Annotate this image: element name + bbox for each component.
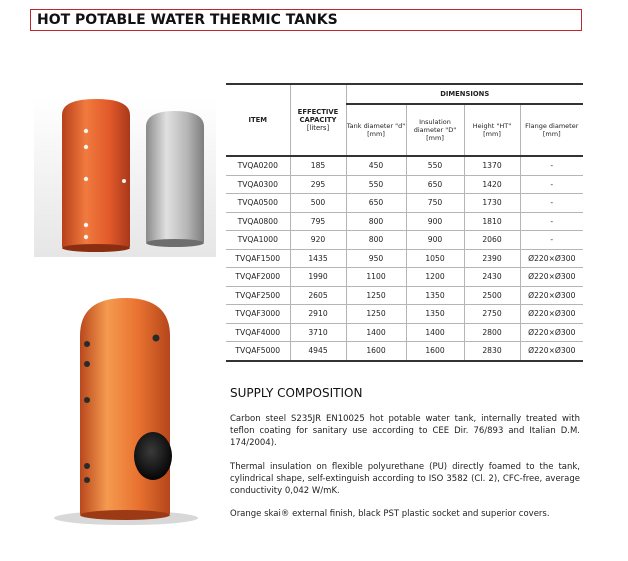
header-item: ITEM <box>226 84 290 156</box>
table-cell-item: TVQAF2500 <box>226 286 290 305</box>
table-cell-item: TVQAF2000 <box>226 268 290 287</box>
table-row <box>226 231 583 250</box>
table-cell-height: 1730 <box>464 194 520 213</box>
table-cell-capacity: 4945 <box>290 342 346 361</box>
table-cell-height: 2800 <box>464 323 520 342</box>
table-cell-tank-d: 550 <box>346 175 406 194</box>
table-cell-tank-d: 1400 <box>346 323 406 342</box>
table-cell-tank-d: 450 <box>346 156 406 175</box>
table-cell-flange: Ø220×Ø300 <box>520 342 583 361</box>
table-cell-item: TVQAF4000 <box>226 323 290 342</box>
table-cell-height: 1810 <box>464 212 520 231</box>
table-cell-item: TVQA0300 <box>226 175 290 194</box>
table-cell-tank-d: 950 <box>346 249 406 268</box>
table-row <box>226 194 583 213</box>
table-cell-item: TVQA0200 <box>226 156 290 175</box>
table-cell-capacity: 920 <box>290 231 346 250</box>
tank-flange-image <box>40 296 212 528</box>
supply-paragraph-1: Carbon steel S235JR EN10025 hot potable water tank, internally treated with teflon coating for sanitary use according to CEE Dir. 76/893 and Italian D.M. 174/2004). <box>230 414 580 448</box>
table-cell-flange: Ø220×Ø300 <box>520 249 583 268</box>
table-cell-item: TVQAF3000 <box>226 305 290 324</box>
table-cell-flange: - <box>520 212 583 231</box>
table-cell-height: 2500 <box>464 286 520 305</box>
orange-tank <box>62 99 130 252</box>
table-cell-ins-d: 1600 <box>406 342 464 361</box>
table-row <box>226 286 583 305</box>
table-cell-flange: Ø220×Ø300 <box>520 323 583 342</box>
supply-title: SUPPLY COMPOSITION <box>230 386 363 400</box>
table-row <box>226 156 583 175</box>
table-cell-capacity: 3710 <box>290 323 346 342</box>
table-cell-height: 1370 <box>464 156 520 175</box>
table-cell-tank-d: 650 <box>346 194 406 213</box>
supply-paragraph-2: Thermal insulation on flexible polyurethane (PU) directly foamed to the tank, cylindrical shape, self-extinguish according to ISO 3582 (Cl. 2), CFC-free, average conductivity 0,042 W/mK. <box>230 462 580 496</box>
table-cell-ins-d: 550 <box>406 156 464 175</box>
table-cell-flange: - <box>520 231 583 250</box>
flange-cover <box>134 432 172 480</box>
table-cell-item: TVQAF1500 <box>226 249 290 268</box>
table-cell-tank-d: 1100 <box>346 268 406 287</box>
table-cell-capacity: 795 <box>290 212 346 231</box>
table-cell-item: TVQA0500 <box>226 194 290 213</box>
table-cell-tank-d: 800 <box>346 212 406 231</box>
table-cell-capacity: 2605 <box>290 286 346 305</box>
supply-paragraph-3: Orange skai® external finish, black PST plastic socket and superior covers. <box>230 509 550 519</box>
table-cell-tank-d: 800 <box>346 231 406 250</box>
header-height: Height "HT" [mm] <box>464 104 520 156</box>
table-cell-height: 2060 <box>464 231 520 250</box>
table-cell-capacity: 185 <box>290 156 346 175</box>
table-cell-height: 2390 <box>464 249 520 268</box>
table-cell-ins-d: 650 <box>406 175 464 194</box>
table-cell-flange: Ø220×Ø300 <box>520 286 583 305</box>
table-row <box>226 249 583 268</box>
table-cell-capacity: 295 <box>290 175 346 194</box>
spec-table <box>226 83 583 362</box>
table-cell-tank-d: 1250 <box>346 305 406 324</box>
silver-tank <box>146 111 204 247</box>
table-cell-height: 2750 <box>464 305 520 324</box>
table-cell-item: TVQAF5000 <box>226 342 290 361</box>
tank-pair-image <box>34 97 216 257</box>
table-cell-ins-d: 1050 <box>406 249 464 268</box>
table-row <box>226 323 583 342</box>
header-capacity: EFFECTIVE CAPACITY [liters] <box>290 84 346 156</box>
table-cell-capacity: 1990 <box>290 268 346 287</box>
header-dimensions: DIMENSIONS <box>346 84 583 104</box>
header-insulation-diameter: Insulation diameter "D" [mm] <box>406 104 464 156</box>
table-row <box>226 305 583 324</box>
table-cell-height: 1420 <box>464 175 520 194</box>
table-cell-ins-d: 750 <box>406 194 464 213</box>
table-cell-ins-d: 1400 <box>406 323 464 342</box>
table-cell-item: TVQA1000 <box>226 231 290 250</box>
table-cell-flange: - <box>520 175 583 194</box>
table-cell-flange: Ø220×Ø300 <box>520 268 583 287</box>
table-row <box>226 175 583 194</box>
table-cell-item: TVQA0800 <box>226 212 290 231</box>
table-cell-ins-d: 1350 <box>406 305 464 324</box>
table-cell-capacity: 500 <box>290 194 346 213</box>
page-title: HOT POTABLE WATER THERMIC TANKS <box>37 12 338 28</box>
header-tank-diameter: Tank diameter "d" [mm] <box>346 104 406 156</box>
table-cell-capacity: 2910 <box>290 305 346 324</box>
table-cell-tank-d: 1250 <box>346 286 406 305</box>
table-row <box>226 342 583 361</box>
table-cell-ins-d: 1200 <box>406 268 464 287</box>
table-cell-ins-d: 900 <box>406 212 464 231</box>
table-cell-height: 2830 <box>464 342 520 361</box>
table-cell-ins-d: 900 <box>406 231 464 250</box>
table-row <box>226 212 583 231</box>
table-cell-height: 2430 <box>464 268 520 287</box>
title-box <box>30 9 582 31</box>
table-cell-capacity: 1435 <box>290 249 346 268</box>
table-row <box>226 268 583 287</box>
table-cell-ins-d: 1350 <box>406 286 464 305</box>
table-cell-flange: - <box>520 156 583 175</box>
table-cell-flange: Ø220×Ø300 <box>520 305 583 324</box>
header-flange: Flange diameter [mm] <box>520 104 583 156</box>
table-cell-tank-d: 1600 <box>346 342 406 361</box>
table-cell-flange: - <box>520 194 583 213</box>
